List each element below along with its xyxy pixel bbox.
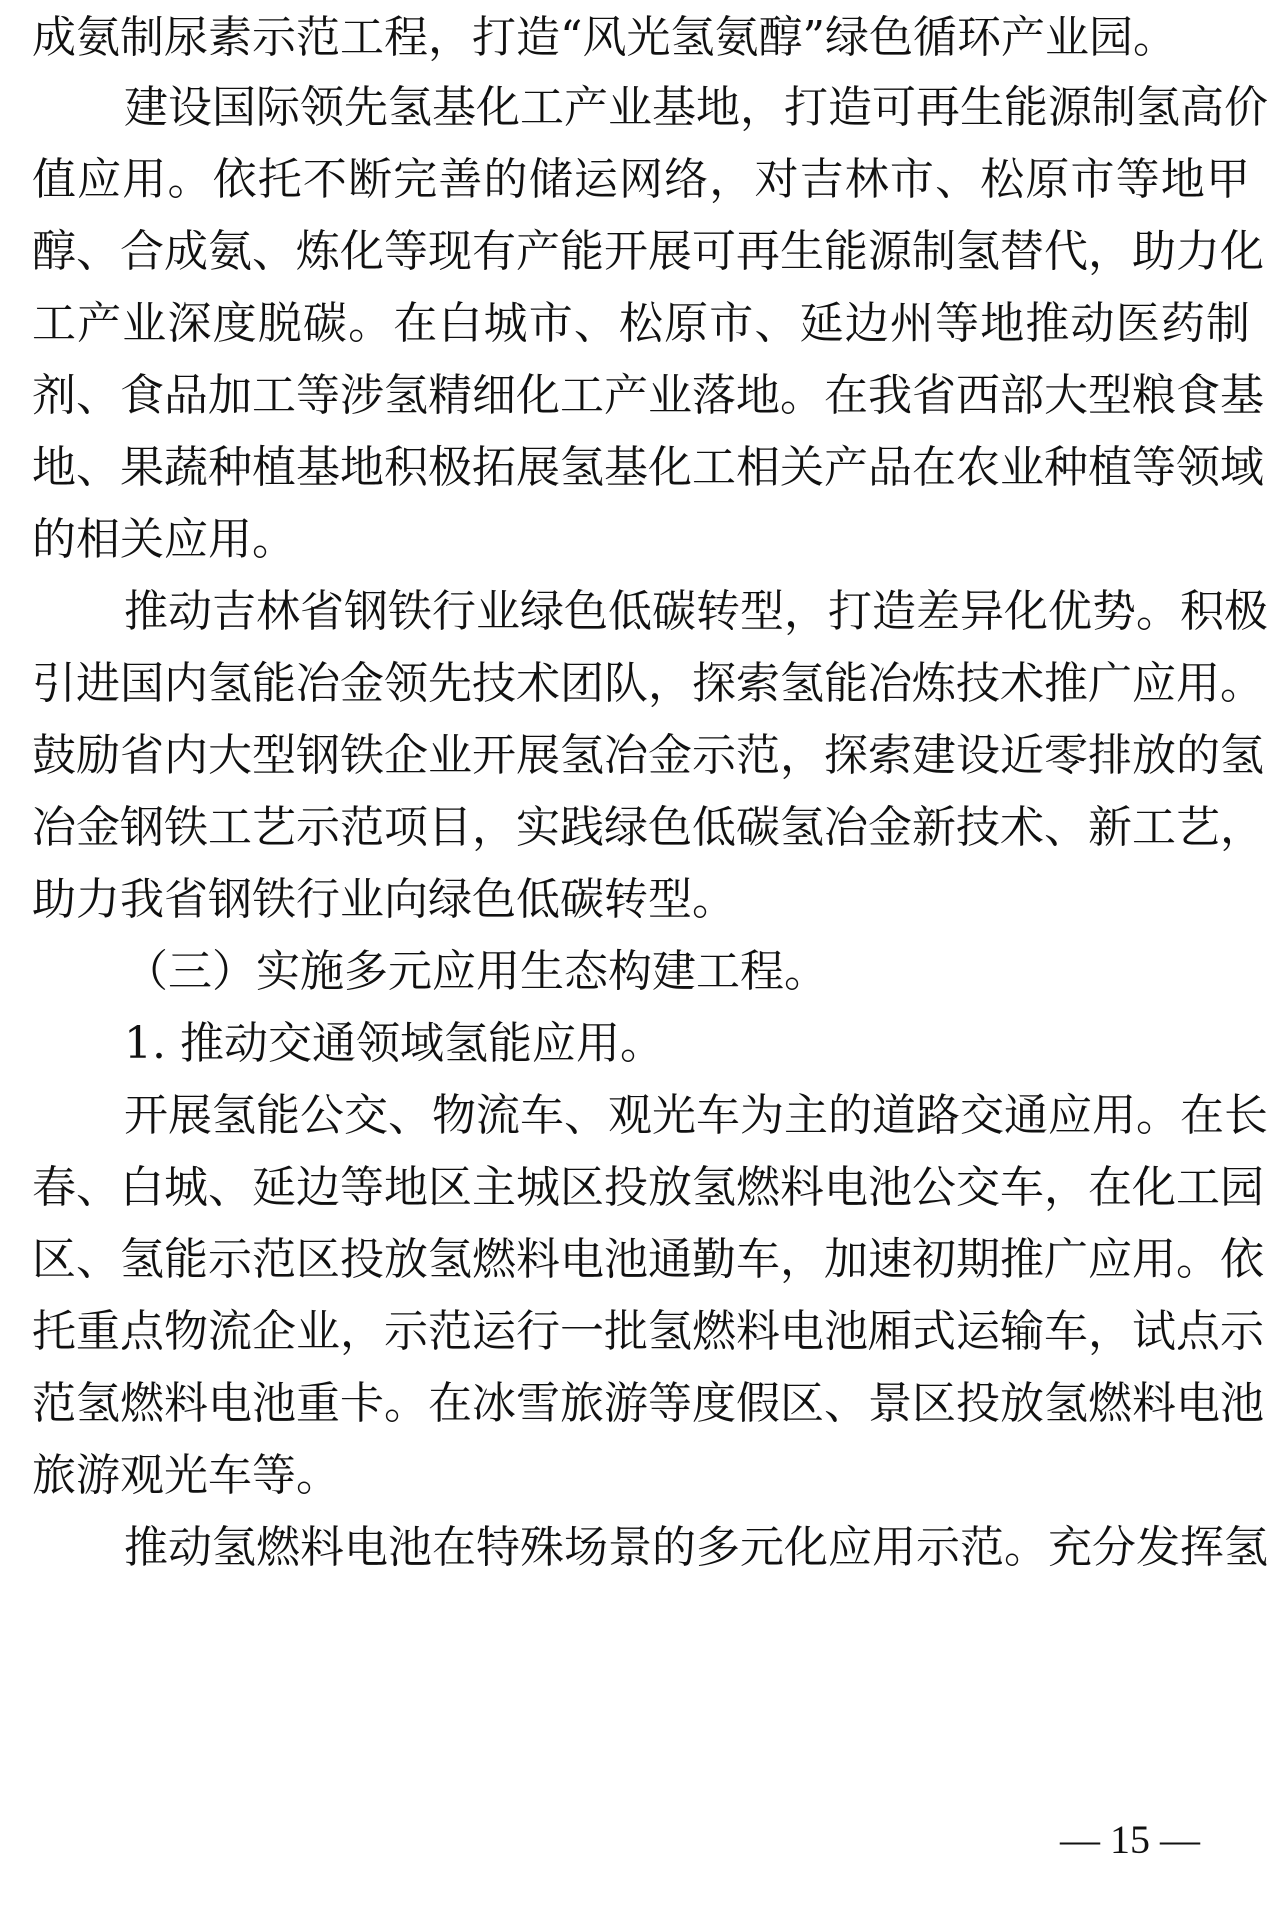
text-line: 推动吉林省钢铁行业绿色低碳转型，打造差异化优势。积极	[124, 586, 1268, 637]
text-line: 开展氢能公交、物流车、观光车为主的道路交通应用。在长	[124, 1090, 1268, 1141]
text-line: 助力我省钢铁行业向绿色低碳转型。	[32, 874, 736, 925]
text-line: 建设国际领先氢基化工产业基地，打造可再生能源制氢高价	[124, 82, 1268, 133]
text-line: 推动氢燃料电池在特殊场景的多元化应用示范。充分发挥氢	[124, 1522, 1268, 1573]
text-line: 的相关应用。	[32, 514, 296, 565]
text-line: 剂、食品加工等涉氢精细化工产业落地。在我省西部大型粮食基	[32, 370, 1264, 421]
text-line: 范氢燃料电池重卡。在冰雪旅游等度假区、景区投放氢燃料电池	[32, 1378, 1264, 1429]
text-line: 旅游观光车等。	[32, 1450, 340, 1501]
text-line: 区、氢能示范区投放氢燃料电池通勤车，加速初期推广应用。依	[32, 1234, 1264, 1285]
text-line: 工产业深度脱碳。在白城市、松原市、延边州等地推动医药制	[32, 298, 1250, 349]
subsection-heading: 1. 推动交通领域氢能应用。	[124, 1018, 664, 1069]
section-heading: （三）实施多元应用生态构建工程。	[124, 946, 828, 997]
text-line: 春、白城、延边等地区主城区投放氢燃料电池公交车，在化工园	[32, 1162, 1264, 1213]
text-line: 冶金钢铁工艺示范项目，实践绿色低碳氢冶金新技术、新工艺，	[32, 802, 1264, 853]
text-line: 醇、合成氨、炼化等现有产能开展可再生能源制氢替代，助力化	[32, 226, 1264, 277]
page-number: — 15 —	[1060, 1817, 1200, 1862]
text-line: 值应用。依托不断完善的储运网络，对吉林市、松原市等地甲	[32, 154, 1250, 205]
text-line: 地、果蔬种植基地积极拓展氢基化工相关产品在农业种植等领域	[32, 442, 1264, 493]
text-line: 托重点物流企业，示范运行一批氢燃料电池厢式运输车，试点示	[32, 1306, 1264, 1357]
text-line: 鼓励省内大型钢铁企业开展氢冶金示范，探索建设近零排放的氢	[32, 730, 1264, 781]
text-line: 引进国内氢能冶金领先技术团队，探索氢能冶炼技术推广应用。	[32, 658, 1264, 709]
text-line: 成氨制尿素示范工程，打造“风光氢氨醇”绿色循环产业园。	[32, 12, 1177, 63]
